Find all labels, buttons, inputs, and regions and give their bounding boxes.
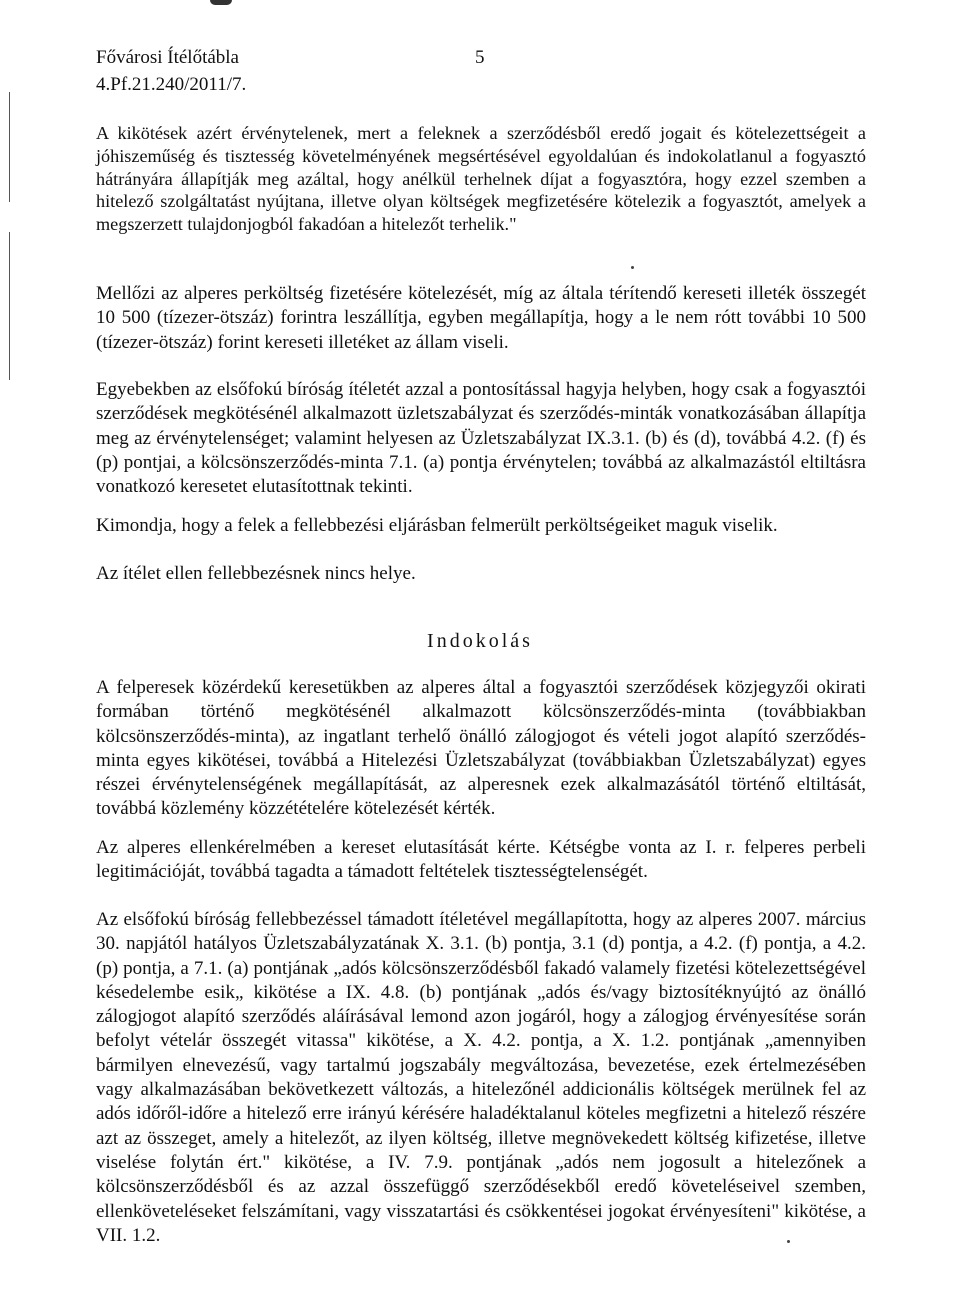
paragraph-egyebekben: Egyebekben az elsőfokú bíróság ítéletét azzal a pontosítással hagyja helyben, hogy csak a fogyasztói szerződések megkötésénél alkalmazott üzletszabályzat és szerződés-minták vonatkozásában állapítja meg az érvénytelenséget; valamint helyesen az Üzletszabályzat IX.3.1. (b) és (d), továbbá 4.2. (f) és (p) pontjai, a kölcsönszerződés-minta 7.1. (a) pontja érvénytelen; továbbá az alkalmazástól eltiltásra vonatkozó keresetet elutasítottnak tekinti. [96,379,866,498]
section-heading: Indokolás [427,630,533,652]
paragraph-elsofoku: Az elsőfokú bíróság fellebbezéssel támadott ítéletével megállapította, hogy az alperes 2007. március 30. napjától hatályos Üzletszabályzatának X. 3.1. (b) pontja, 3.1 (d) pontja, a 4.2. (f) pontja, a 4.2. (p) pontja, a 7.1. (a) pontjának „adós kölcsönszerződésből fakadó valamely fizetési kötelezettségével késedelembe esik„ kikötése a IX. 4.8. (b) pontjának „adós és/vagy biztosítéknyújtó az önálló zálogjogot alapító szerződés aláírásával lemond azon jogáról, hogy a zálogjog érvényesítése során befolyt vételár összegét vitassa" kikötése, a X. 4.2. pontja, a X. 1.2. pontjának „amennyiben bármilyen elnevezésű, vagy tartalmú jogszabály megváltozása, bevezetése, ezek értelmezésében vagy alkalmazásában bekövetkezett változás, a hitelezőnél addicionális költségek merülnek fel az adós időről-időre a hitelező erre irányú kérésére haladéktalanul köteles megfizetni a hitelező részére azt az összeget, amely a hitelezőt, az ilyen költség, illetve megnövekedett költség kifizetése, illetve viselése folytán ért." kikötése, a IV. 7.9. pontjának „adós nem jogosult a hitelezőnek a kölcsönszerződésből és az azzal összefüggő szerződésekből eredő követeléseivel szemben, ellenköveteléseket felszámítani, vagy visszatartási és csökkentései jogokat érvényesíteni" kikötése, a VII. 1.2. [96,909,866,1246]
page-number: 5 [475,47,485,68]
case-number: 4.Pf.21.240/2011/7. [96,74,247,95]
paragraph-alperes: Az alperes ellenkérelmében a kereset elutasítását kérte. Kétségbe vonta az I. r. felperes perbeli legitimációját, továbbá tagadta a támadott feltételek tisztességtelenségét. [96,837,866,883]
paragraph-nincs-helye: Az ítélet ellen fellebbezésnek nincs helye. [96,563,416,584]
court-name: Fővárosi Ítélőtábla [96,47,239,68]
paragraph-perkoltseg: Mellőzi az alperes perköltség fizetésére kötelezését, míg az általa térítendő kereseti illeték összegét 10 500 (tízezer-ötszáz) forintra leszállítja, egyben megállapítja, hogy a le nem rótt további 10 500 (tízezer-ötszáz) forint kereseti illetéket az állam viseli. [96,283,866,353]
paragraph-kikotesek: A kikötések azért érvénytelenek, mert a feleknek a szerződésből eredő jogait és kötelezettségeit a jóhiszeműség és tisztesség követelményének megsértésével egyoldalúan és indokolatlanul a fogyasztó hátrányára állapítják meg azáltal, hogy anélkül terhelnek díjat a fogyasztóra, hogy ezzel szemben a hitelező szolgáltatást nyújtana, illetve olyan költségek megfizetésére kötelezik a fogyasztót, amelyek a megszerzett tulajdonjogból fakadóan a hitelezőt terhelik." [96,123,866,235]
paragraph-kimondja: Kimondja, hogy a felek a fellebbezési eljárásban felmerült perköltségeiket maguk viselik. [96,515,778,536]
scan-artifact [210,0,232,5]
margin-line [9,232,10,380]
paragraph-felperesek: A felperesek közérdekű keresetükben az alperes által a fogyasztói szerződések közjegyzői okirati formában történő megkötésénél alkalmazott kölcsönszerződés-minta (továbbiakban kölcsönszerződés-minta), az ingatlant terhelő önálló zálogjogot és vételi jogot alapító szerződés-minta egyes kikötései, továbbá a Hitelezési Üzletszabályzat (továbbiakban Üzletszabályzat) egyes részei érvénytelenségének megállapítását, az alperesnek ezek alkalmazásától történő eltiltását, továbbá közlemény közzétételére kötelezését kérték. [96,677,866,820]
scan-dot [631,266,634,269]
margin-line [9,92,10,202]
